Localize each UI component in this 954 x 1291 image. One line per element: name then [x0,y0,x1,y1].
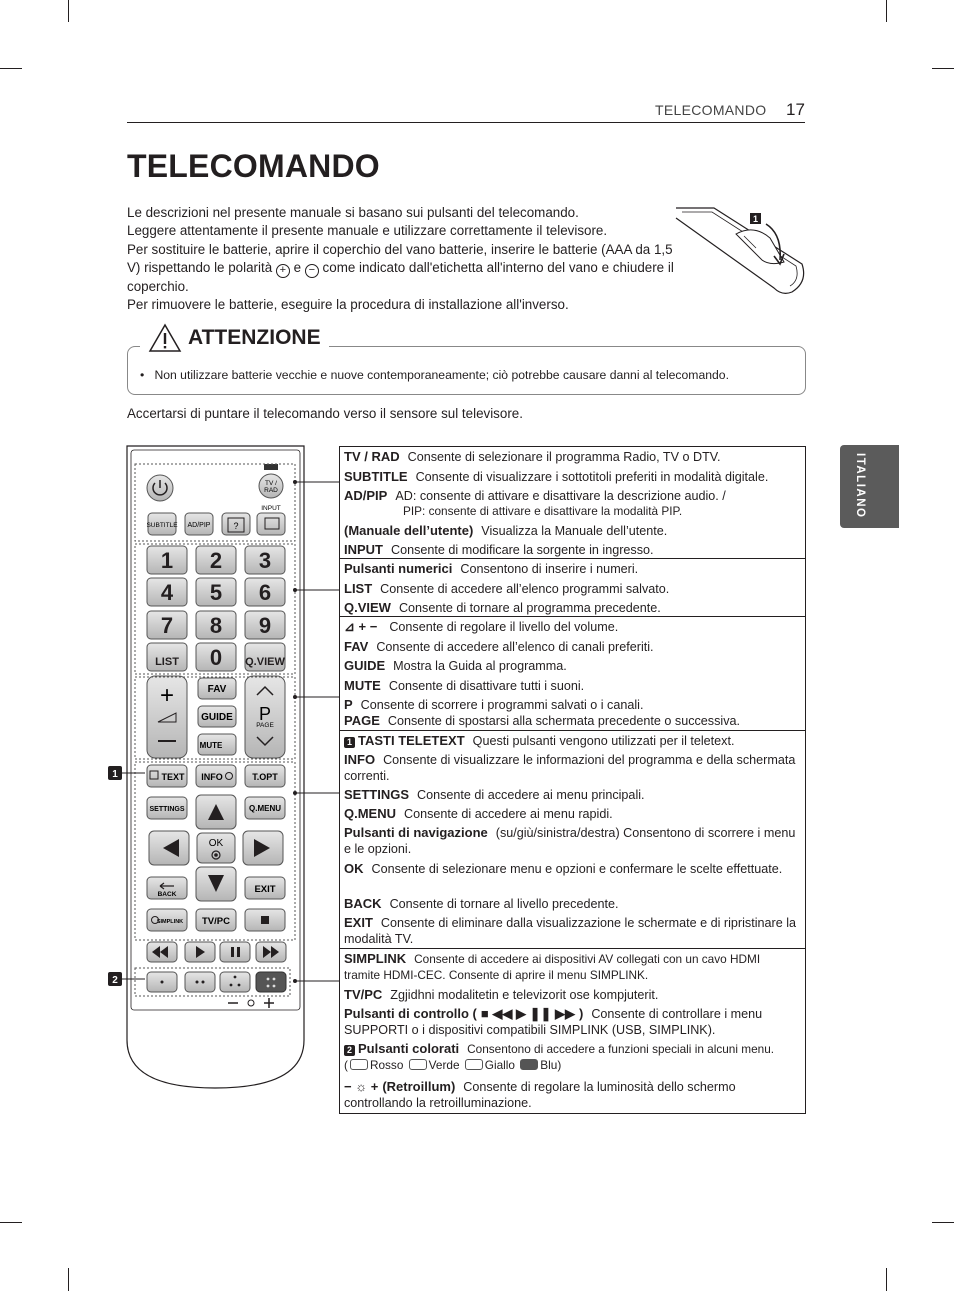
button-description-table [339,446,806,1114]
svg-text:P: P [258,704,272,724]
svg-text:BACK: BACK [157,891,177,898]
table-row: ⊿ + − Consente di regolare il livello del volume. [344,619,619,634]
svg-text:SUBTITLE: SUBTITLE [146,522,178,529]
table-section-simplink [340,948,805,1114]
table-row: MUTE Consente di disattivare tutti i suoni. [344,678,585,693]
svg-text:TEXT: TEXT [161,772,185,782]
remote-key-label: 5 [209,580,223,605]
table-row: OK Consente di selezionare menu e opzioni e confermare le scelte effettuate. [344,861,783,876]
svg-text:MUTE: MUTE [199,741,223,750]
remote-key-label: 0 [209,645,223,670]
table-section-volume [340,616,805,731]
minus-polarity-icon: − [305,264,319,278]
table-row-continuation: PIP: consente di attivare e disattivare la modalità PIP. [403,504,683,518]
remote-key-label: 2 [209,548,223,573]
table-row: P Consente di scorrere i programmi salvati o i canali. [344,697,644,712]
svg-text:EXIT: EXIT [254,884,276,895]
table-row: FAV Consente di accedere all’elenco di canali preferiti. [344,639,654,654]
table-section-numeric [340,558,805,617]
table-row: Q.VIEW Consente di tornare al programma precedente. [344,600,661,615]
table-row: AD/PIP AD: consente di attivare e disattivare la descrizione audio. / [344,488,726,503]
intro-line: Per rimuovere le batterie, eseguire la procedura di installazione all'inverso. [127,297,569,313]
table-row: BACK Consente di tornare al livello precedente. [344,896,619,911]
svg-text:1: 1 [112,769,118,780]
remote-key-label: Q.VIEW [245,656,285,668]
table-row: INFO Consente di visualizzare le informazioni del programma e della schermata correnti. [344,752,796,783]
svg-text:GUIDE: GUIDE [201,712,233,723]
table-row: INPUT Consente di modificare la sorgente in ingresso. [344,542,654,557]
table-row: Q.MENU Consente di accedere ai menu rapidi. [344,806,613,821]
svg-text:?: ? [233,521,239,531]
plus-polarity-icon: + [276,264,290,278]
page-title: TELECOMANDO [127,148,380,184]
remote-key-label: 7 [160,613,174,638]
svg-text:RAD: RAD [264,487,278,494]
table-row: 1 TASTI TELETEXT Questi pulsanti vengono utilizzati per il teletext. [344,733,734,748]
page-number: 17 [786,100,805,119]
table-row: − ☼ + (Retroillum) Consente di regolare la luminosità dello schermo controllando la retroilluminazione. [344,1079,736,1110]
remote-key-label: 9 [258,613,272,638]
svg-text:SIMPLINK: SIMPLINK [156,919,184,925]
step-1-badge: 1 [752,214,759,224]
aim-instruction: Accertarsi di puntare il telecomando verso il sensore sul televisore. [127,406,523,421]
table-row: Pulsanti di navigazione (su/giù/sinistra/destra) Consentono di scorrere i menu e le opzioni. [344,825,796,856]
svg-text:FAV: FAV [207,684,227,695]
table-row: (Manuale dell’utente) Visualizza la Manuale dell’utente. [344,523,668,538]
svg-text:SETTINGS: SETTINGS [149,806,185,813]
table-row: SUBTITLE Consente di visualizzare i sottotitoli preferiti in modalità digitale. [344,469,769,484]
remote-key-label: 3 [258,548,272,573]
language-tab: ITALIANO [840,445,899,528]
intro-line: Leggere attentamente il presente manuale e utilizzare correttamente il televisore. [127,223,608,239]
remote-key-label: LIST [155,656,179,668]
table-row: PAGE Consente di spostarsi alla schermata precedente o successiva. [344,713,740,728]
warning-text: • Non utilizzare batterie vecchie e nuove contemporaneamente; ciò potrebbe causare danni al telecomando. [140,368,729,382]
intro-line: Le descrizioni nel presente manuale si basano sui pulsanti del telecomando. [127,205,579,220]
svg-text:OK: OK [208,838,224,849]
table-row: Pulsanti numerici Consentono di inserire i numeri. [344,561,639,576]
svg-text:TV /: TV / [265,480,277,487]
remote-key-label: 1 [160,548,174,573]
table-row: SIMPLINK Consente di accedere ai dispositivi AV collegati con un cavo HDMI tramite HDMI-CEC. Consente di aprire il menu SIMPLINK. [344,951,761,982]
intro-line: Per sostituire le batterie, aprire il coperchio del vano batterie, inserire le batterie (AAA da 1,5 V) rispettando le polarità + e − come indicato dall'etichetta all'interno del vano e chiudere il coperchio. [127,241,674,294]
remote-key-label: 4 [160,580,174,605]
svg-text:INPUT: INPUT [261,505,281,512]
table-section-teletext [340,730,805,949]
warning-heading: ATTENZIONE [140,323,329,353]
svg-text:INFO: INFO [201,772,223,782]
table-row: Pulsanti di controllo ( ■ ◀◀ ▶ ❚❚ ▶▶ ) Consente di controllare i menu SUPPORTI o i dispositivi compatibili SIMPLINK (USB, SIMPLINK). [344,1006,763,1037]
svg-text:PAGE: PAGE [256,722,274,729]
remote-key-label: 8 [209,613,223,638]
remote-key-label: 6 [258,580,272,605]
table-row: 2 Pulsanti colorati Consentono di accedere a funzioni speciali in alcuni menu. ( Rosso Verde Giallo Blu) [344,1041,775,1072]
table-row: TV / RAD Consente di selezionare il programma Radio, TV o DTV. [344,449,721,464]
svg-text:Q.MENU: Q.MENU [249,804,281,813]
table-row: SETTINGS Consente di accedere ai menu principali. [344,787,645,802]
svg-text:2: 2 [112,975,118,986]
svg-text:TV/PC: TV/PC [202,916,230,927]
svg-text:T.OPT: T.OPT [252,772,278,782]
table-row: EXIT Consente di eliminare dalla visualizzazione le schermate e di ripristinare la modalità TV. [344,915,797,946]
svg-text:+: + [159,682,175,709]
running-header: TELECOMANDO [655,102,767,118]
svg-text:AD/PIP: AD/PIP [187,522,211,529]
table-section-source [340,447,805,558]
table-row: LIST Consente di accedere all’elenco programmi salvato. [344,581,670,596]
table-row: TV/PC Zgjidhni modalitetin e televizorit ose kompjuterit. [344,987,659,1002]
table-row: GUIDE Mostra la Guida al programma. [344,658,567,673]
